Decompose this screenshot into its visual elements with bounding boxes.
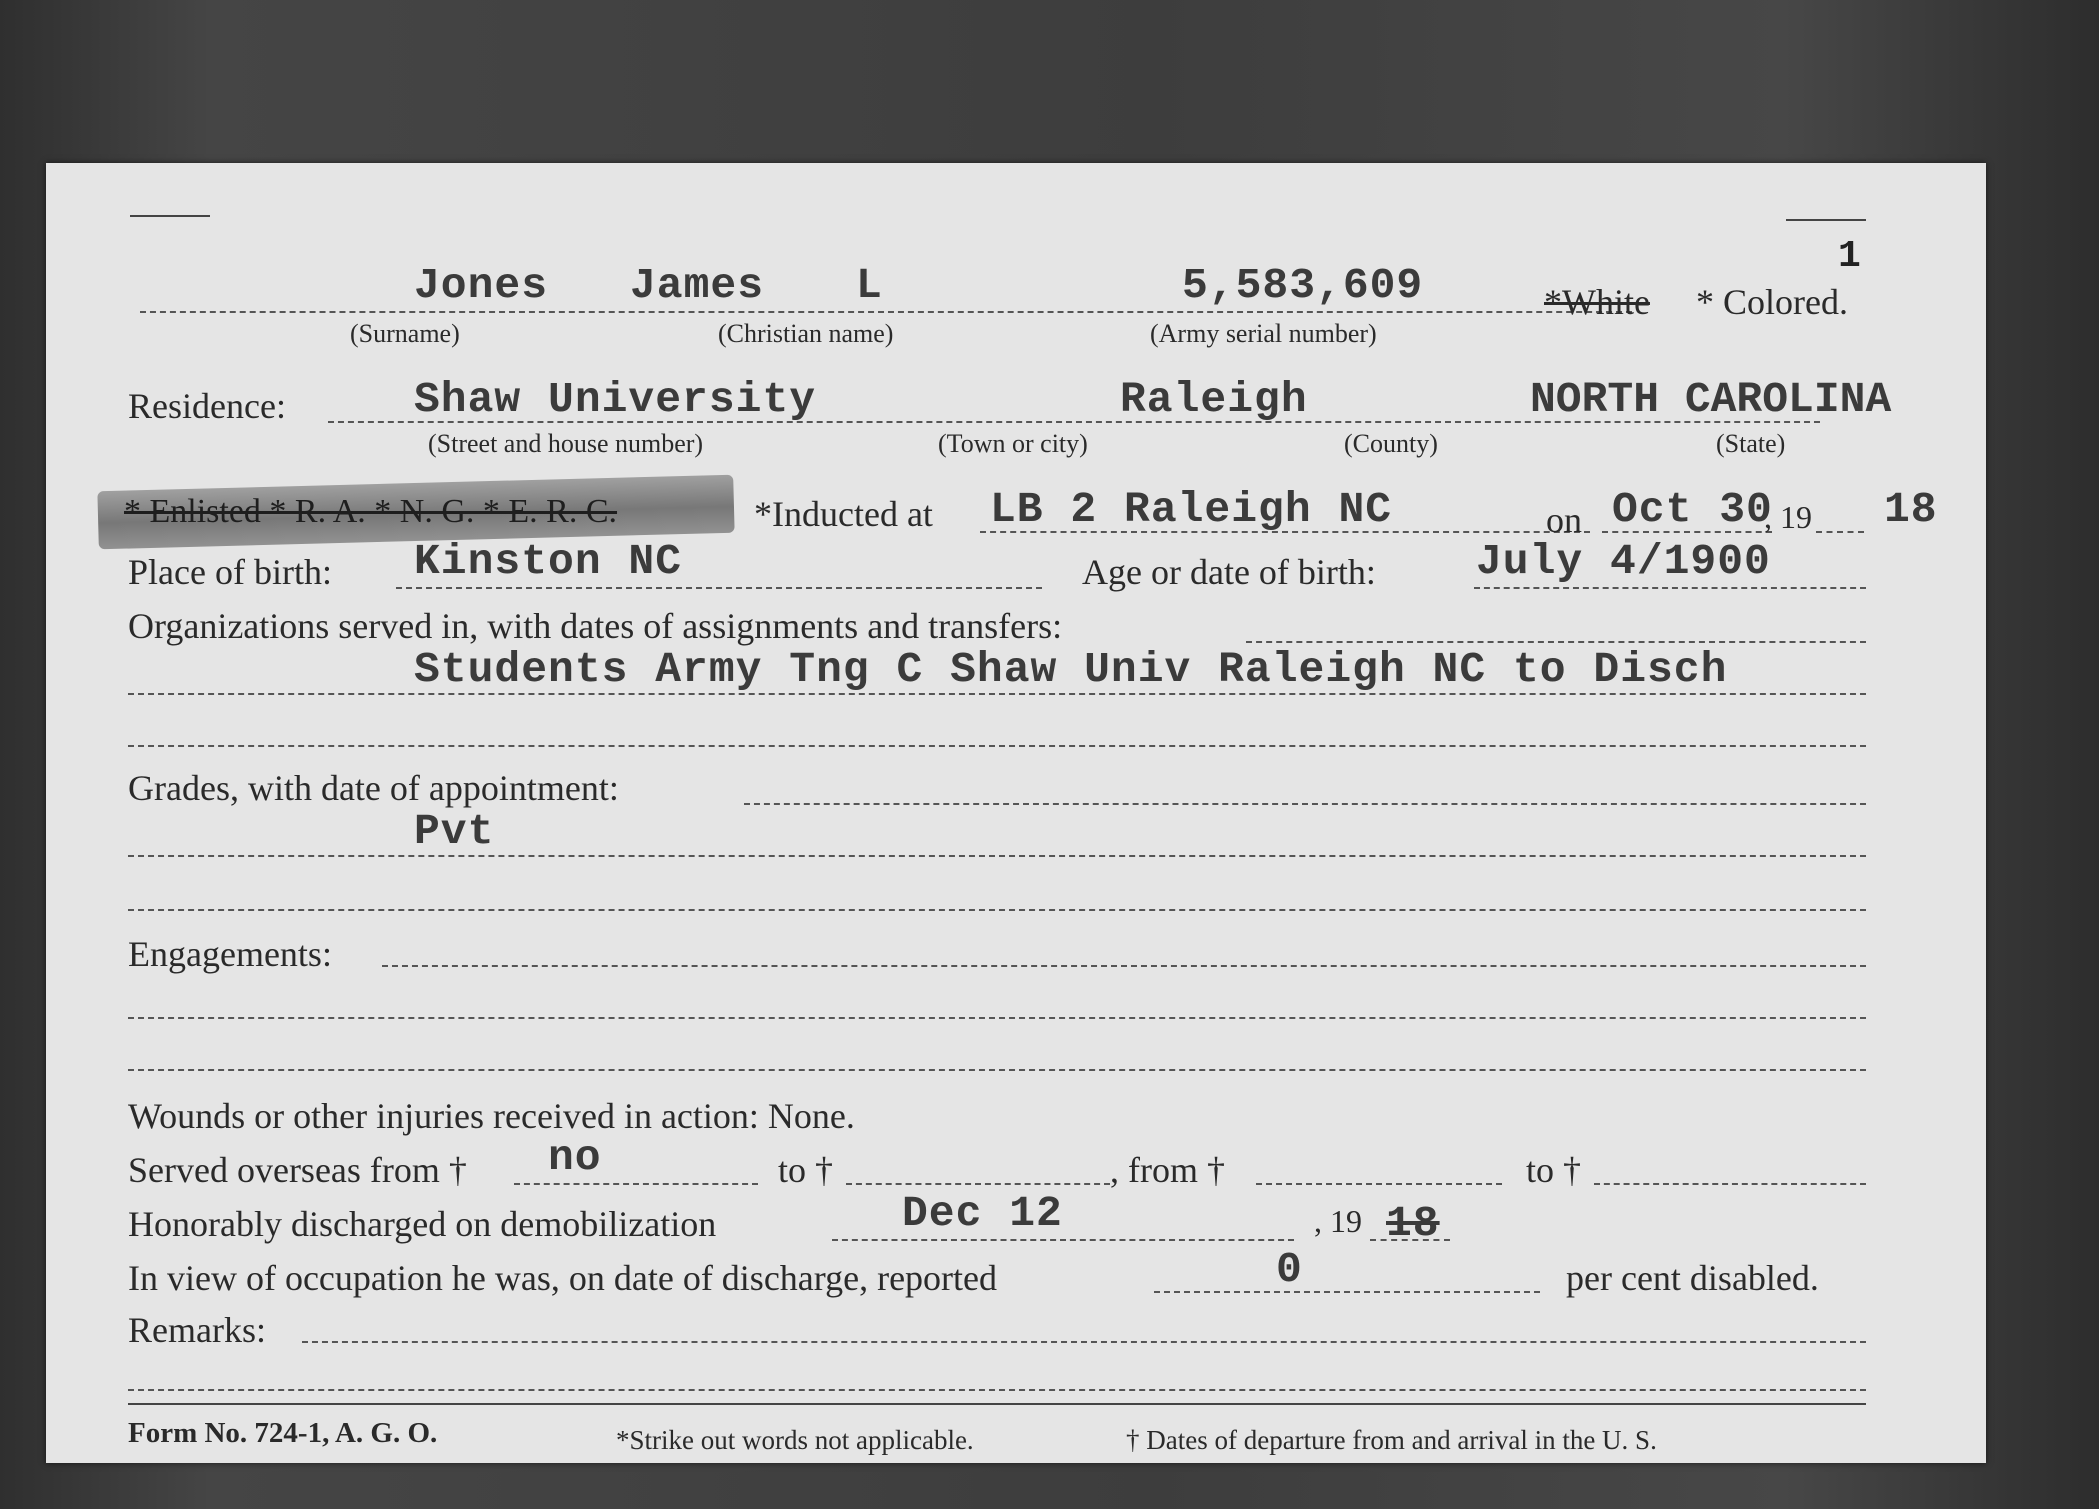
overseas-to-line-1	[846, 1183, 1110, 1185]
overseas-to-line-2	[1594, 1183, 1866, 1185]
discharged-label: Honorably discharged on demobilization	[128, 1204, 717, 1244]
disabled-percent-value: 0	[1276, 1245, 1303, 1294]
middle-initial-value: L	[856, 261, 883, 310]
engagements-label: Engagements:	[128, 934, 332, 974]
caption-serial-number: (Army serial number)	[1150, 319, 1377, 348]
race-white-label: *White	[1544, 282, 1650, 322]
dates-note: † Dates of departure from and arrival in the U. S.	[1126, 1425, 1657, 1455]
disabled-label: In view of occupation he was, on date of discharge, reported	[128, 1258, 998, 1298]
top-left-rule	[130, 215, 210, 217]
disabled-suffix: per cent disabled.	[1566, 1258, 1819, 1298]
discharge-year-value: 18	[1386, 1199, 1440, 1248]
overseas-from-value: no	[548, 1133, 602, 1182]
engagements-line-3	[128, 1069, 1866, 1071]
organizations-line-1	[1246, 641, 1866, 643]
birth-place-line	[396, 587, 1042, 589]
overseas-to-label-2: to †	[1526, 1150, 1582, 1190]
grades-line-1	[744, 803, 1866, 805]
grade-value: Pvt	[414, 807, 495, 856]
caption-town: (Town or city)	[938, 429, 1088, 458]
top-right-rule	[1786, 219, 1866, 221]
engagements-line-1	[382, 965, 1866, 967]
disabled-line	[1154, 1291, 1540, 1293]
remarks-label: Remarks:	[128, 1310, 266, 1350]
caption-surname: (Surname)	[350, 319, 460, 348]
organizations-line-2	[128, 693, 1866, 695]
strike-note: *Strike out words not applicable.	[616, 1425, 974, 1455]
overseas-to-label-1: to †	[778, 1150, 834, 1190]
remarks-line-2	[128, 1389, 1866, 1391]
service-record-card	[46, 163, 1986, 1463]
grades-label: Grades, with date of appointment:	[128, 768, 619, 808]
page-number: 1	[1838, 235, 1862, 278]
caption-christian-name: (Christian name)	[718, 319, 894, 348]
name-line	[140, 311, 1632, 313]
birth-date-line	[1474, 587, 1866, 589]
caption-county: (County)	[1344, 429, 1438, 458]
wounds-text: Wounds or other injuries received in action: None.	[128, 1096, 855, 1136]
surname-value: Jones	[414, 261, 549, 310]
overseas-from-line-2	[1256, 1183, 1502, 1185]
discharge-date-line	[832, 1239, 1294, 1241]
inducted-date-value: Oct 30	[1612, 485, 1773, 534]
organizations-line-3	[128, 745, 1866, 747]
inducted-year-value: 18	[1884, 485, 1938, 534]
birth-place-value: Kinston NC	[414, 537, 683, 586]
grades-line-2	[128, 855, 1866, 857]
race-colored-label: * Colored.	[1696, 282, 1848, 322]
form-number: Form No. 724-1, A. G. O.	[128, 1417, 438, 1449]
enlisted-options: * Enlisted * R. A. * N. G. * E. R. C.	[124, 493, 618, 530]
overseas-label: Served overseas from †	[128, 1150, 467, 1190]
birth-date-value: July 4/1900	[1476, 537, 1771, 586]
on-label: on	[1546, 500, 1582, 540]
inducted-place-value: LB 2 Raleigh NC	[990, 485, 1393, 534]
organizations-value: Students Army Tng C Shaw Univ Raleigh NC to Disch	[414, 645, 1728, 694]
serial-number-value: 5,583,609	[1182, 261, 1424, 310]
age-label: Age or date of birth:	[1082, 552, 1376, 592]
footer-rule	[128, 1403, 1866, 1405]
remarks-line-1	[302, 1341, 1866, 1343]
inducted-label: *Inducted at	[754, 494, 933, 534]
residence-state-value: NORTH CAROLINA	[1530, 375, 1892, 424]
residence-label: Residence:	[128, 386, 286, 426]
overseas-from-line	[514, 1183, 758, 1185]
inducted-year-line	[1816, 531, 1864, 533]
grades-line-3	[128, 909, 1866, 911]
overseas-from-label-2: , from †	[1110, 1150, 1225, 1190]
christian-name-value: James	[630, 261, 765, 310]
organizations-label: Organizations served in, with dates of assignments and transfers:	[128, 606, 1063, 646]
residence-town-value: Raleigh	[1120, 375, 1308, 424]
birth-place-label: Place of birth:	[128, 552, 332, 592]
discharge-date-value: Dec 12	[902, 1189, 1063, 1238]
discharge-year-prefix: , 19	[1314, 1203, 1362, 1239]
year-prefix-label: , 19	[1764, 499, 1812, 535]
residence-street-value: Shaw University	[414, 375, 817, 424]
caption-street: (Street and house number)	[428, 429, 704, 458]
caption-state: (State)	[1716, 429, 1786, 458]
engagements-line-2	[128, 1017, 1866, 1019]
